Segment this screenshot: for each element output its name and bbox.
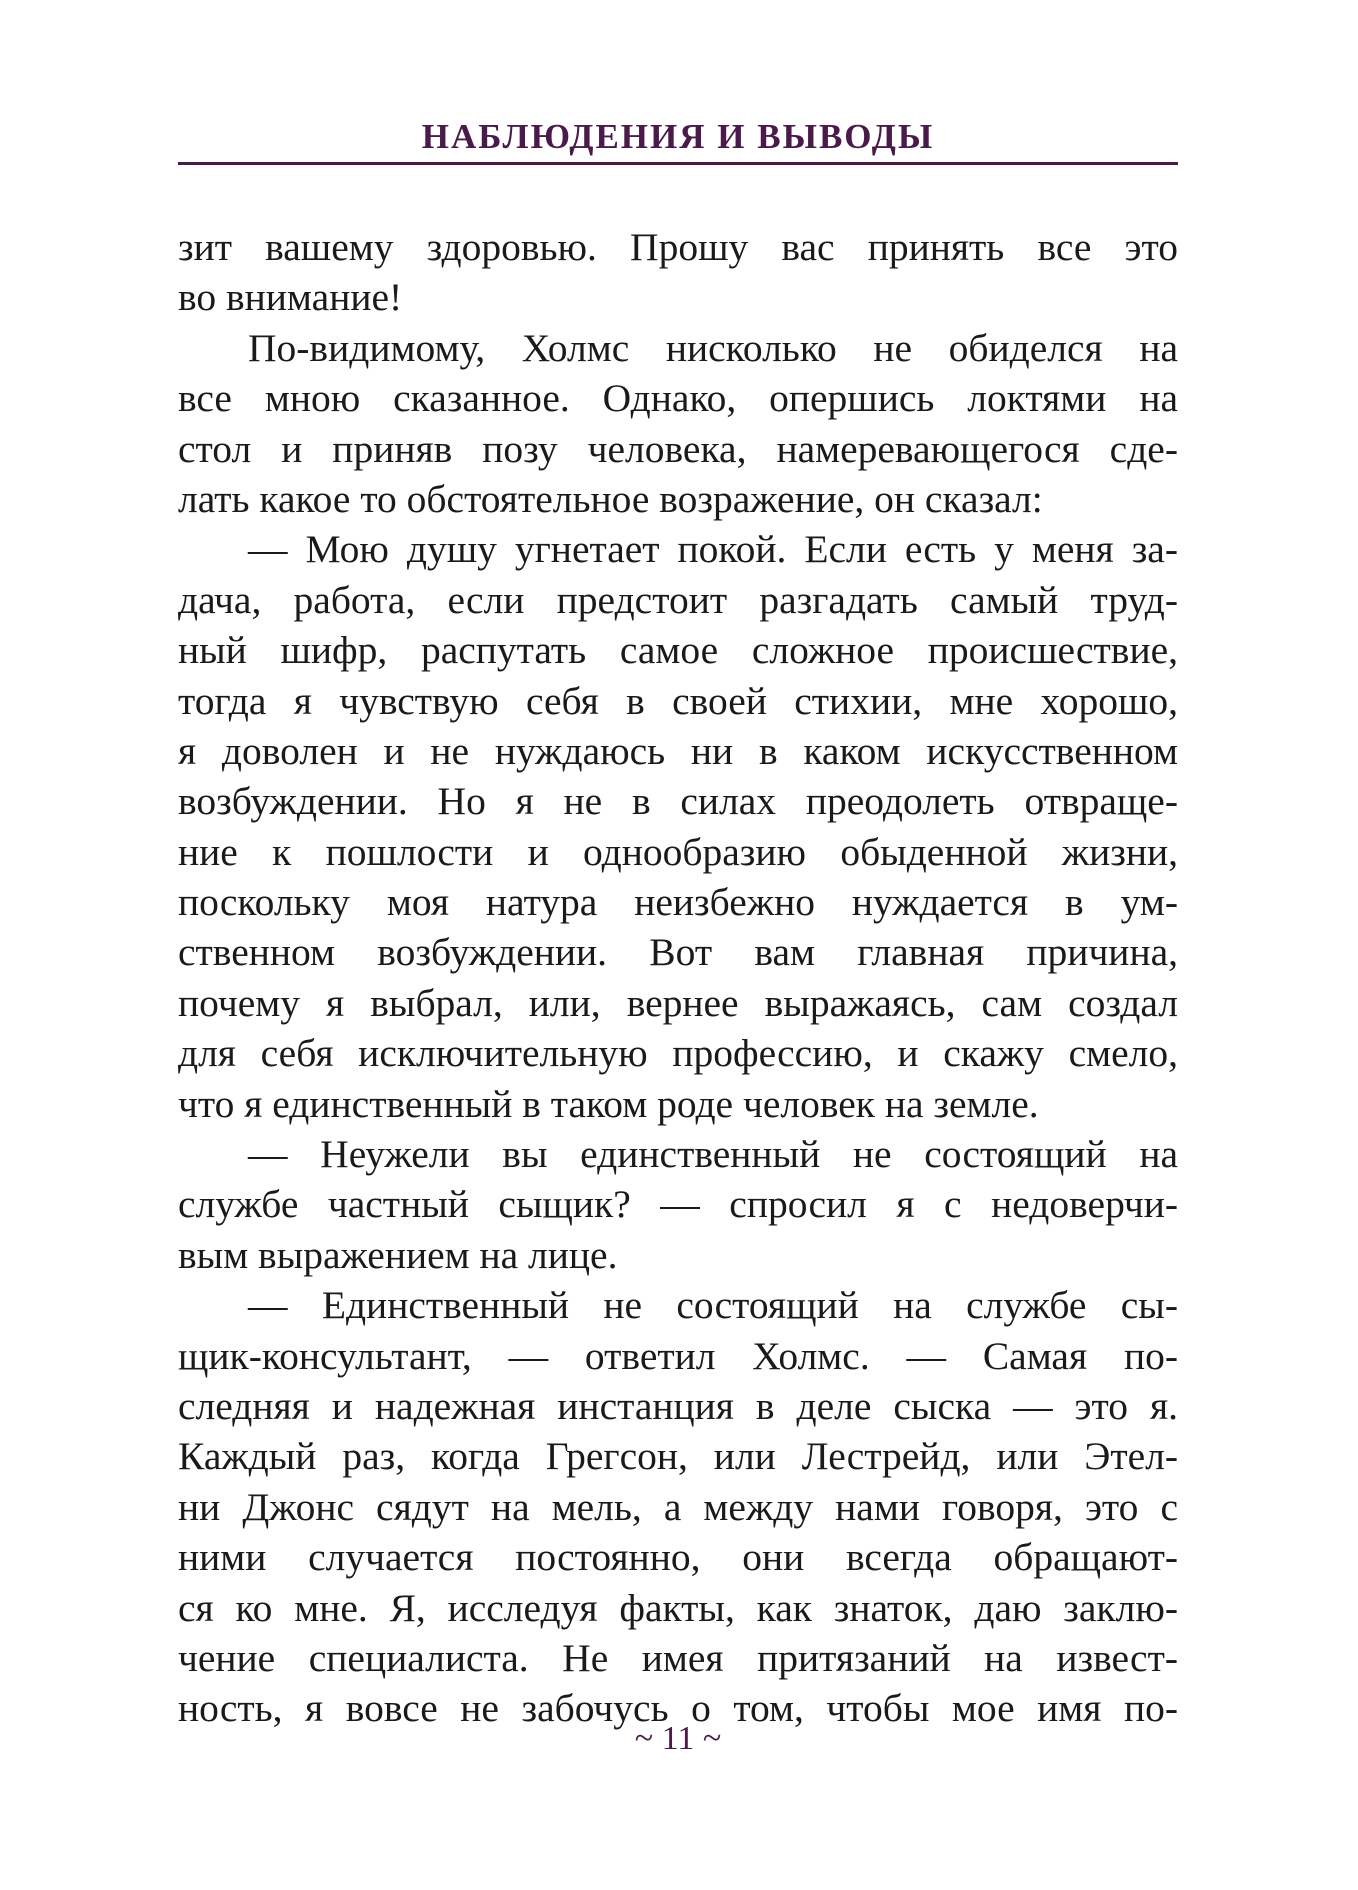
text-line: поскольку моя натура неизбежно нуждается в ум- [178,880,1178,925]
text-line: — Мою душу угнетает покой. Если есть у меня за- [248,527,1178,572]
text-line: ни Джонс сядут на мель, а между нами говоря, это с [178,1484,1178,1529]
text-line: Каждый раз, когда Грегсон, или Лестрейд, или Этел- [178,1434,1178,1479]
text-line: По-видимому, Холмс нисколько не обиделся на [248,325,1178,370]
text-line: чение специалиста. Не имея притязаний на извест- [178,1635,1178,1680]
running-head: НАБЛЮДЕНИЯ И ВЫВОДЫ [421,117,935,156]
text-line: для себя исключительную профессию, и скажу смело, [178,1031,1178,1076]
header-rule [178,162,1178,165]
text-line: ность, я вовсе не забочусь о том, чтобы мое имя по- [178,1686,1178,1731]
text-line: ся ко мне. Я, исследуя факты, как знаток, даю заклю- [178,1585,1178,1630]
text-line: почему я выбрал, или, вернее выражаясь, сам создал [178,980,1178,1025]
text-line: ними случается постоянно, они всегда обращают- [178,1535,1178,1580]
text-line: я доволен и не нуждаюсь ни в каком искусственном [178,728,1178,773]
page-number: ~ 11 ~ [634,1720,722,1757]
text-line: что я единственный в таком роде человек на земле. [178,1081,1039,1126]
text-line: ный шифр, распутать самое сложное происшествие, [178,628,1178,673]
text-line: все мною сказанное. Однако, опершись локтями на [178,376,1178,421]
text-line: во внимание! [178,275,403,320]
text-line: службе частный сыщик? — спросил я с недоверчи- [178,1182,1178,1227]
text-line: ственном возбуждении. Вот вам главная причина, [178,930,1178,975]
text-line: тогда я чувствую себя в своей стихии, мне хорошо, [178,678,1178,723]
text-line: стол и приняв позу человека, намеревающегося сде- [178,426,1178,471]
text-line: — Единственный не состоящий на службе сы- [248,1283,1178,1328]
text-line: лать какое то обстоятельное возражение, он сказал: [178,476,1043,521]
text-line: ние к пошлости и однообразию обыденной жизни, [178,829,1178,874]
text-line: дача, работа, если предстоит разгадать самый труд- [178,577,1178,622]
text-line: щик-консультант, — ответил Холмс. — Самая по- [178,1333,1178,1378]
text-line: возбуждении. Но я не в силах преодолеть отвраще- [178,779,1178,824]
body-text [178,222,1178,1734]
text-line: — Неужели вы единственный не состоящий на [248,1132,1178,1177]
text-line: вым выражением на лице. [178,1232,618,1277]
text-line: следняя и надежная инстанция в деле сыска — это я. [178,1383,1178,1428]
text-line: зит вашему здоровью. Прошу вас принять все это [178,225,1178,269]
